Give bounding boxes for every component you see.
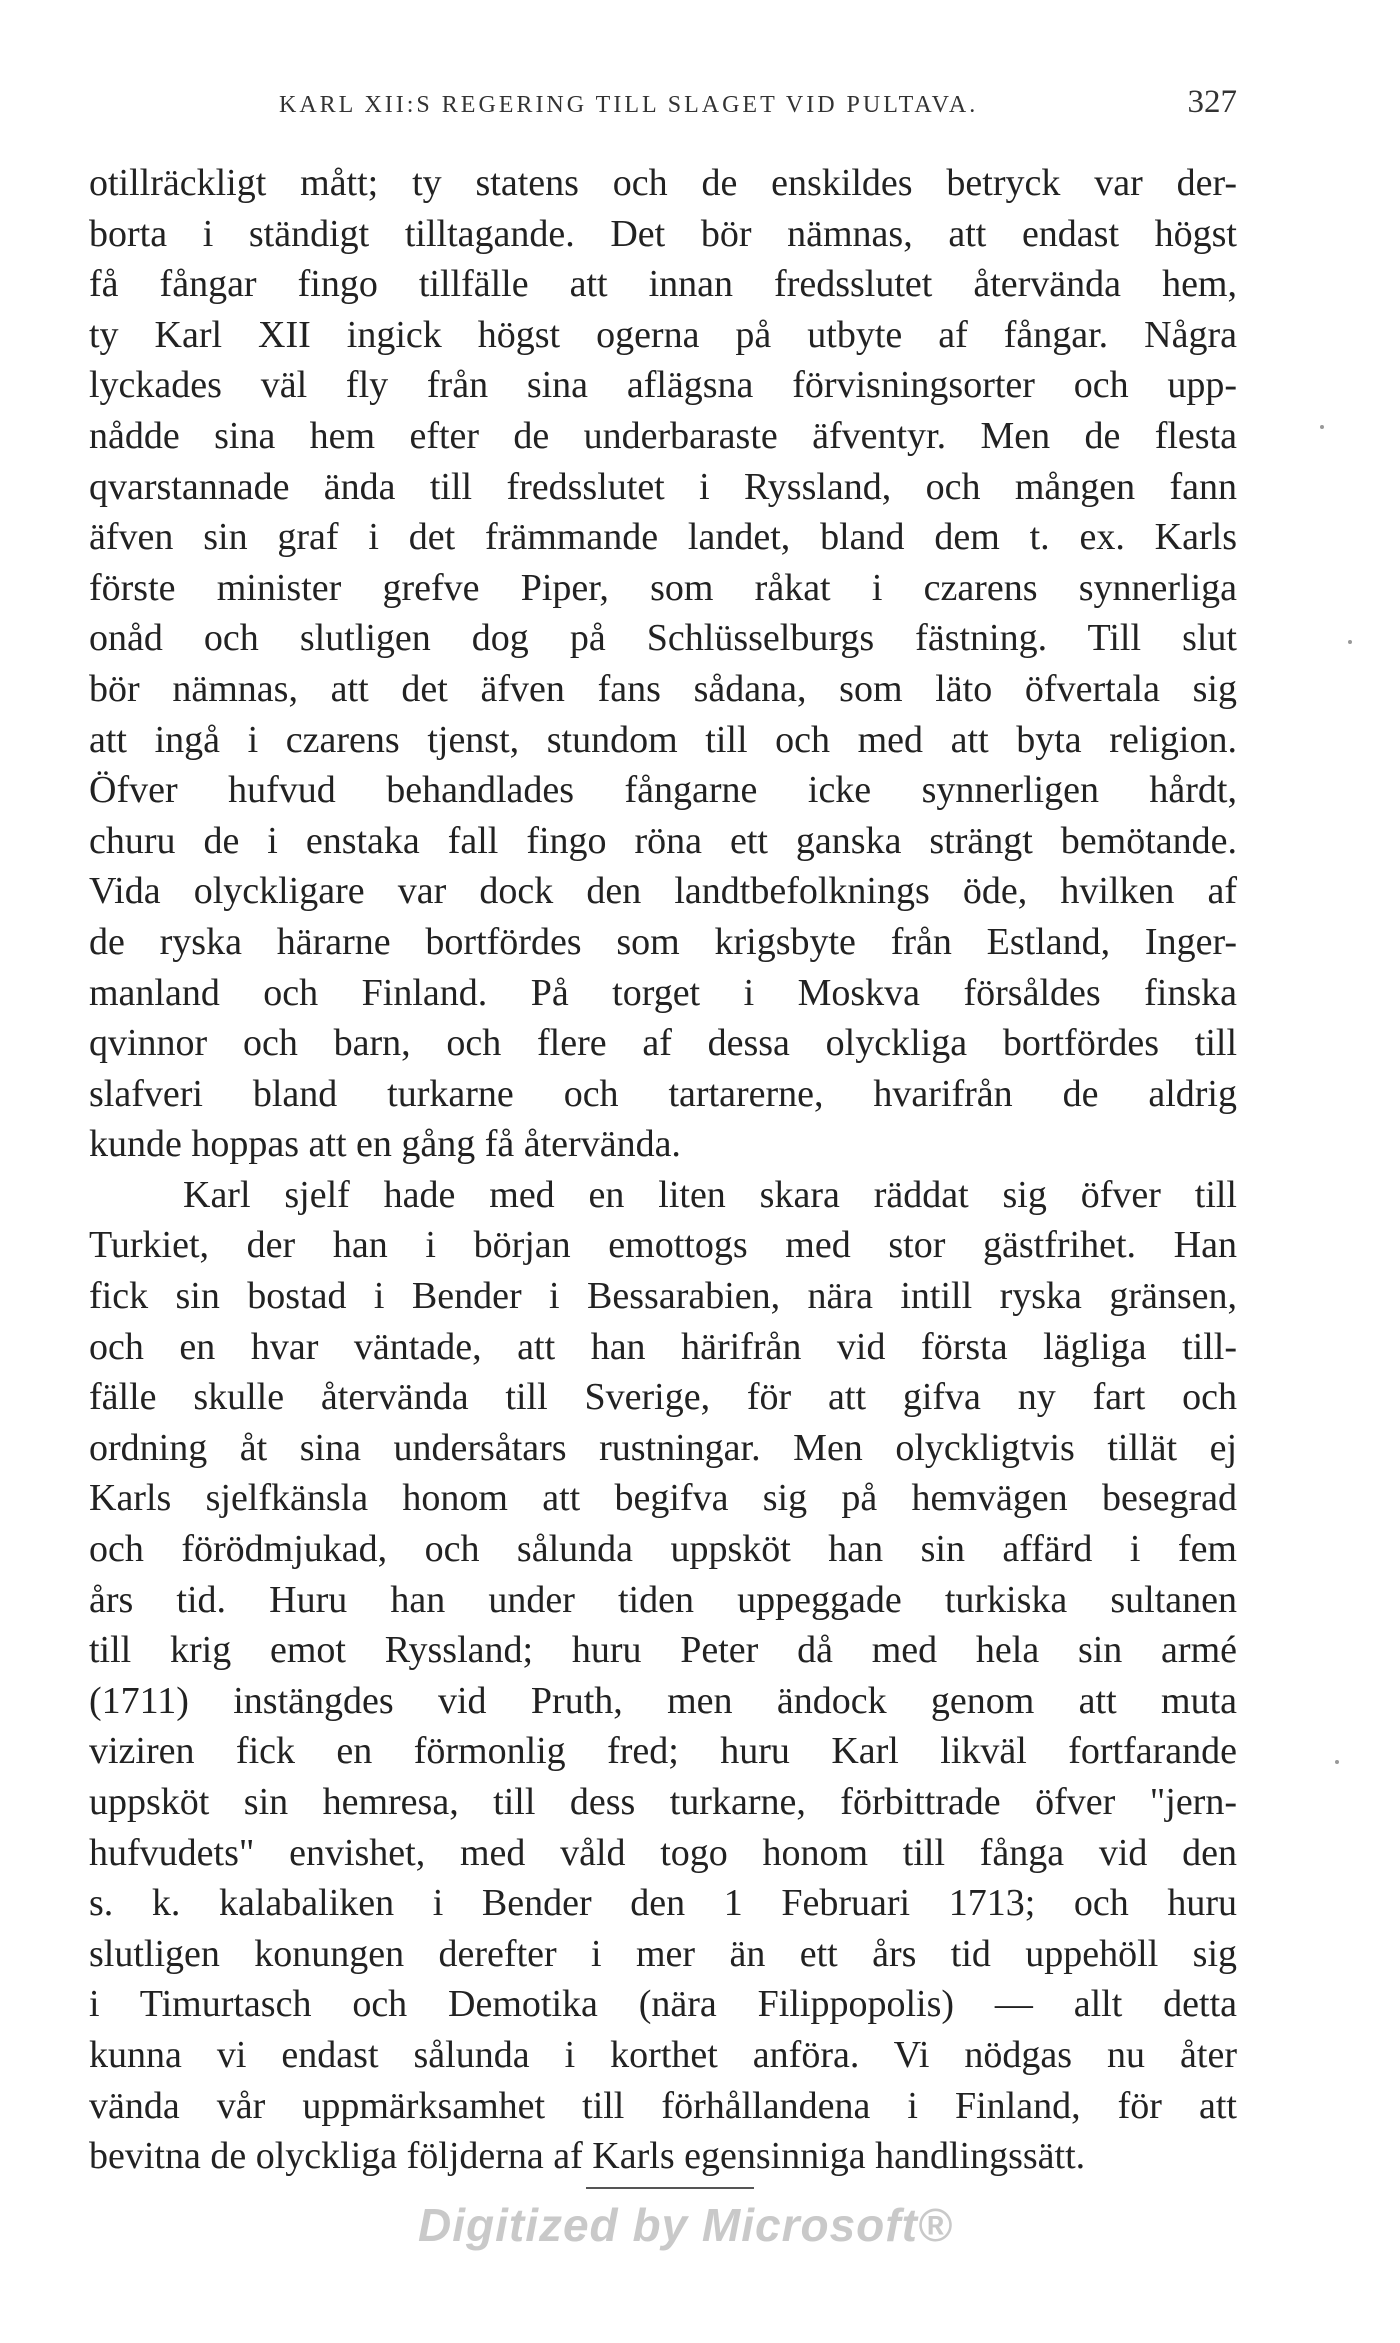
- paper-speck: [1320, 425, 1324, 429]
- text-line: viziren fick en förmonlig fred; huru Karl likväl fortfarande: [89, 1730, 1237, 1773]
- text-line: att ingå i czarens tjenst, stundom till och med att byta religion.: [89, 718, 1237, 761]
- paragraph-start-line: Karl sjelf hade med en liten skara räddat sig öfver till: [183, 1173, 1237, 1216]
- paragraph-end-line: kunde hoppas att en gång få återvända.: [89, 1123, 681, 1166]
- body-text: [89, 158, 1237, 2182]
- running-header: [89, 80, 1237, 140]
- text-line: få fångar fingo tillfälle att innan fredsslutet återvända hem,: [89, 263, 1237, 306]
- text-line: Karls sjelfkänsla honom att begifva sig på hemvägen besegrad: [89, 1477, 1237, 1520]
- text-line: nådde sina hem efter de underbaraste äfventyr. Men de flesta: [89, 414, 1237, 457]
- text-line: ty Karl XII ingick högst ogerna på utbyte af fångar. Några: [89, 313, 1237, 356]
- text-line: borta i ständigt tilltagande. Det bör nämnas, att endast högst: [89, 212, 1237, 255]
- text-line: och en hvar väntade, att han härifrån vid första lägliga till-: [89, 1325, 1237, 1368]
- text-line: qvarstannade ända till fredsslutet i Ryssland, och mången fann: [89, 465, 1237, 508]
- text-line: manland och Finland. På torget i Moskva försåldes finska: [89, 971, 1237, 1014]
- paper-speck: [1335, 1760, 1339, 1764]
- text-line: vända vår uppmärksamhet till förhållandena i Finland, för att: [89, 2084, 1237, 2127]
- text-line: bör nämnas, att det äfven fans sådana, som läto öfvertala sig: [89, 667, 1237, 710]
- text-line: onåd och slutligen dog på Schlüsselburgs fästning. Till slut: [89, 617, 1237, 660]
- text-line: hufvudets" envishet, med våld togo honom till fånga vid den: [89, 1831, 1237, 1874]
- text-line: qvinnor och barn, och flere af dessa olyckliga bortfördes till: [89, 1022, 1237, 1065]
- text-line: förste minister grefve Piper, som råkat i czarens synnerliga: [89, 566, 1237, 609]
- text-line: Vida olyckligare var dock den landtbefolknings öde, hvilken af: [89, 870, 1237, 913]
- text-line: churu de i enstaka fall fingo röna ett ganska strängt bemötande.: [89, 819, 1237, 862]
- text-line: slafveri bland turkarne och tartarerne, hvarifrån de aldrig: [89, 1072, 1237, 1115]
- paper-speck: [1348, 640, 1352, 644]
- book-page: [89, 80, 1237, 2280]
- text-line: ordning åt sina undersåtars rustningar. Men olyckligtvis tillät ej: [89, 1426, 1237, 1469]
- text-line: kunna vi endast sålunda i korthet anföra. Vi nödgas nu åter: [89, 2033, 1237, 2076]
- text-line: till krig emot Ryssland; huru Peter då med hela sin armé: [89, 1629, 1237, 1672]
- text-line: s. k. kalabaliken i Bender den 1 Februari 1713; och huru: [89, 1882, 1237, 1925]
- final-line: bevitna de olyckliga följderna af Karls egensinniga handlingssätt.: [89, 2135, 1086, 2178]
- footer-rule: [586, 2187, 754, 2189]
- text-line: Turkiet, der han i början emottogs med stor gästfrihet. Han: [89, 1224, 1237, 1267]
- text-line: lyckades väl fly från sina aflägsna förvisningsorter och upp-: [89, 364, 1237, 407]
- text-line: fälle skulle återvända till Sverige, för att gifva ny fart och: [89, 1376, 1237, 1419]
- text-line: års tid. Huru han under tiden uppeggade turkiska sultanen: [89, 1578, 1237, 1621]
- text-line: i Timurtasch och Demotika (nära Filippopolis) — allt detta: [89, 1983, 1237, 2026]
- text-line: uppsköt sin hemresa, till dess turkarne, förbittrade öfver "jern-: [89, 1781, 1237, 1823]
- page-number: 327: [1187, 84, 1237, 120]
- text-line: Öfver hufvud behandlades fångarne icke synnerligen hårdt,: [89, 769, 1237, 812]
- text-line: de ryska härarne bortfördes som krigsbyte från Estland, Inger-: [89, 920, 1237, 963]
- text-line: och förödmjukad, och sålunda uppsköt han sin affärd i fem: [89, 1528, 1237, 1571]
- text-line: (1711) instängdes vid Pruth, men ändock genom att muta: [89, 1679, 1237, 1722]
- text-line: fick sin bostad i Bender i Bessarabien, nära intill ryska gränsen,: [89, 1275, 1237, 1318]
- text-line: äfven sin graf i det främmande landet, bland dem t. ex. Karls: [89, 516, 1237, 559]
- text-line: slutligen konungen derefter i mer än ett års tid uppehöll sig: [89, 1932, 1237, 1975]
- digitization-watermark: Digitized by Microsoft®: [418, 2199, 953, 2251]
- text-line: otillräckligt mått; ty statens och de enskildes betryck var der-: [89, 162, 1237, 204]
- running-title: KARL XII:S REGERING TILL SLAGET VID PULTAVA.: [279, 92, 979, 118]
